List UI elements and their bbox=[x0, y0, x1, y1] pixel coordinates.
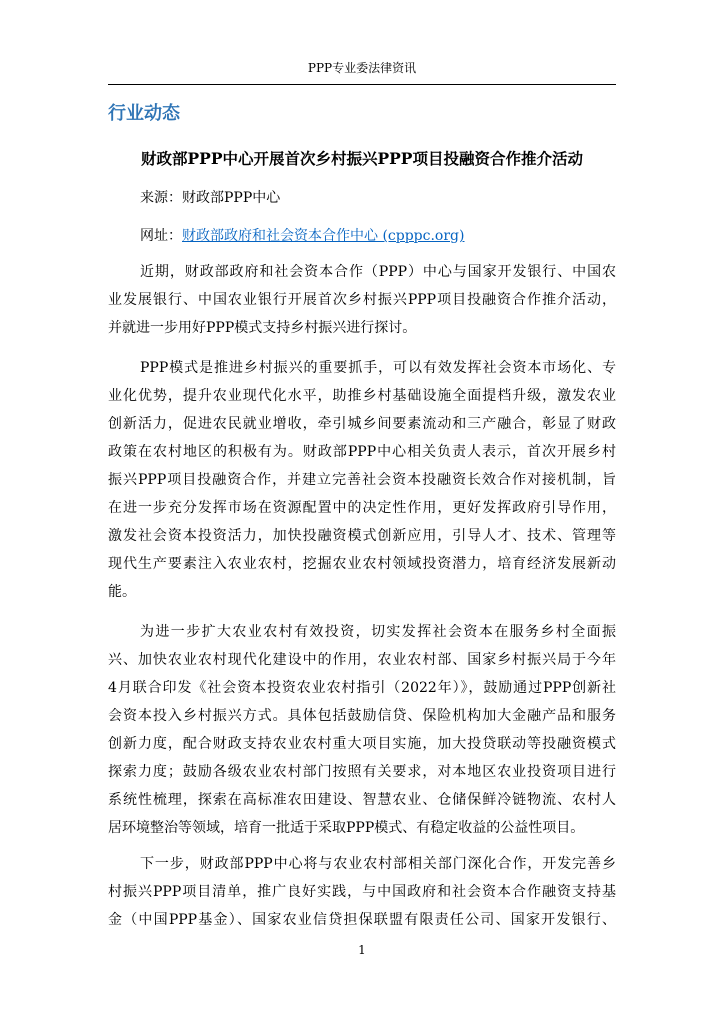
paragraph-4 bbox=[108, 850, 616, 934]
paragraph-line: PPP模式是推进乡村振兴的重要抓手，可以有效发挥社会资本市场化、专 bbox=[140, 360, 616, 376]
paragraph-line: 并就进一步用好PPP模式支持乡村振兴进行探讨。 bbox=[108, 320, 417, 336]
paragraph-line: 近期，财政部政府和社会资本合作（PPP）中心与国家开发银行、中国农 bbox=[140, 264, 616, 280]
paragraph-line: 能。 bbox=[108, 584, 136, 600]
source-value: 财政部PPP中心 bbox=[182, 190, 281, 206]
paragraph-line: 村振兴PPP项目清单，推广良好实践，与中国政府和社会资本合作融资支持基 bbox=[108, 884, 616, 900]
section-title: 行业动态 bbox=[108, 103, 180, 124]
paragraph-line: 探索力度；鼓励各级农业农村部门按照有关要求，对本地区农业投资项目进行 bbox=[108, 764, 616, 780]
paragraph-line: 居环境整治等领域，培育一批适于采取PPP模式、有稳定收益的公益性项目。 bbox=[108, 820, 585, 836]
paragraph-3 bbox=[108, 618, 616, 842]
website-link[interactable]: 财政部政府和社会资本合作中心 (cpppc.org) bbox=[182, 228, 465, 244]
paragraph-line: 现代生产要素注入农业农村，挖掘农业农村领域投资潜力，培育经济发展新动 bbox=[108, 556, 616, 572]
source-line bbox=[140, 188, 280, 208]
paragraph-1 bbox=[108, 258, 616, 342]
page-number: 1 bbox=[358, 943, 366, 957]
paragraph-line: 创新力度，配合财政支持农业农村重大项目实施，加大投贷联动等投融资模式 bbox=[108, 736, 616, 752]
paragraph-line: 为进一步扩大农业农村有效投资，切实发挥社会资本在服务乡村全面振 bbox=[140, 624, 616, 640]
paragraph-2 bbox=[108, 354, 616, 606]
header-divider bbox=[108, 84, 616, 85]
source-label: 来源： bbox=[140, 190, 182, 206]
running-header: PPP专业委法律资讯 bbox=[307, 61, 417, 75]
paragraph-line: 兴、加快农业农村现代化建设中的作用，农业农村部、国家乡村振兴局于今年 bbox=[108, 652, 616, 668]
paragraph-line: 业发展银行、中国农业银行开展首次乡村振兴PPP项目投融资合作推介活动， bbox=[108, 292, 616, 308]
paragraph-line: 激发社会资本投资活力，加快投融资模式创新应用，引导人才、技术、管理等 bbox=[108, 528, 616, 544]
paragraph-line: 业化优势，提升农业现代化水平，助推乡村基础设施全面提档升级，激发农业 bbox=[108, 388, 616, 404]
paragraph-line: 4月联合印发《社会资本投资农业农村指引（2022年）》，鼓励通过PPP创新社 bbox=[108, 680, 616, 696]
paragraph-line: 系统性梳理，探索在高标准农田建设、智慧农业、仓储保鲜冷链物流、农村人 bbox=[108, 792, 616, 808]
paragraph-line: 创新活力，促进农民就业增收，牵引城乡间要素流动和三产融合，彰显了财政 bbox=[108, 416, 616, 432]
paragraph-line: 政策在农村地区的积极有为。财政部PPP中心相关负责人表示，首次开展乡村 bbox=[108, 444, 616, 460]
paragraph-line: 会资本投入乡村振兴方式。具体包括鼓励信贷、保险机构加大金融产品和服务 bbox=[108, 708, 616, 724]
article-title: 财政部PPP中心开展首次乡村振兴PPP项目投融资合作推介活动 bbox=[141, 149, 583, 168]
website-line bbox=[140, 226, 464, 246]
paragraph-line: 在进一步充分发挥市场在资源配置中的决定性作用，更好发挥政府引导作用， bbox=[108, 500, 616, 516]
paragraph-line: 振兴PPP项目投融资合作，并建立完善社会资本投融资长效合作对接机制，旨 bbox=[108, 472, 616, 488]
paragraph-line: 下一步，财政部PPP中心将与农业农村部相关部门深化合作，开发完善乡 bbox=[140, 856, 616, 872]
website-label: 网址： bbox=[140, 228, 182, 244]
paragraph-line: 金（中国PPP基金）、国家农业信贷担保联盟有限责任公司、国家开发银行、 bbox=[108, 912, 616, 928]
